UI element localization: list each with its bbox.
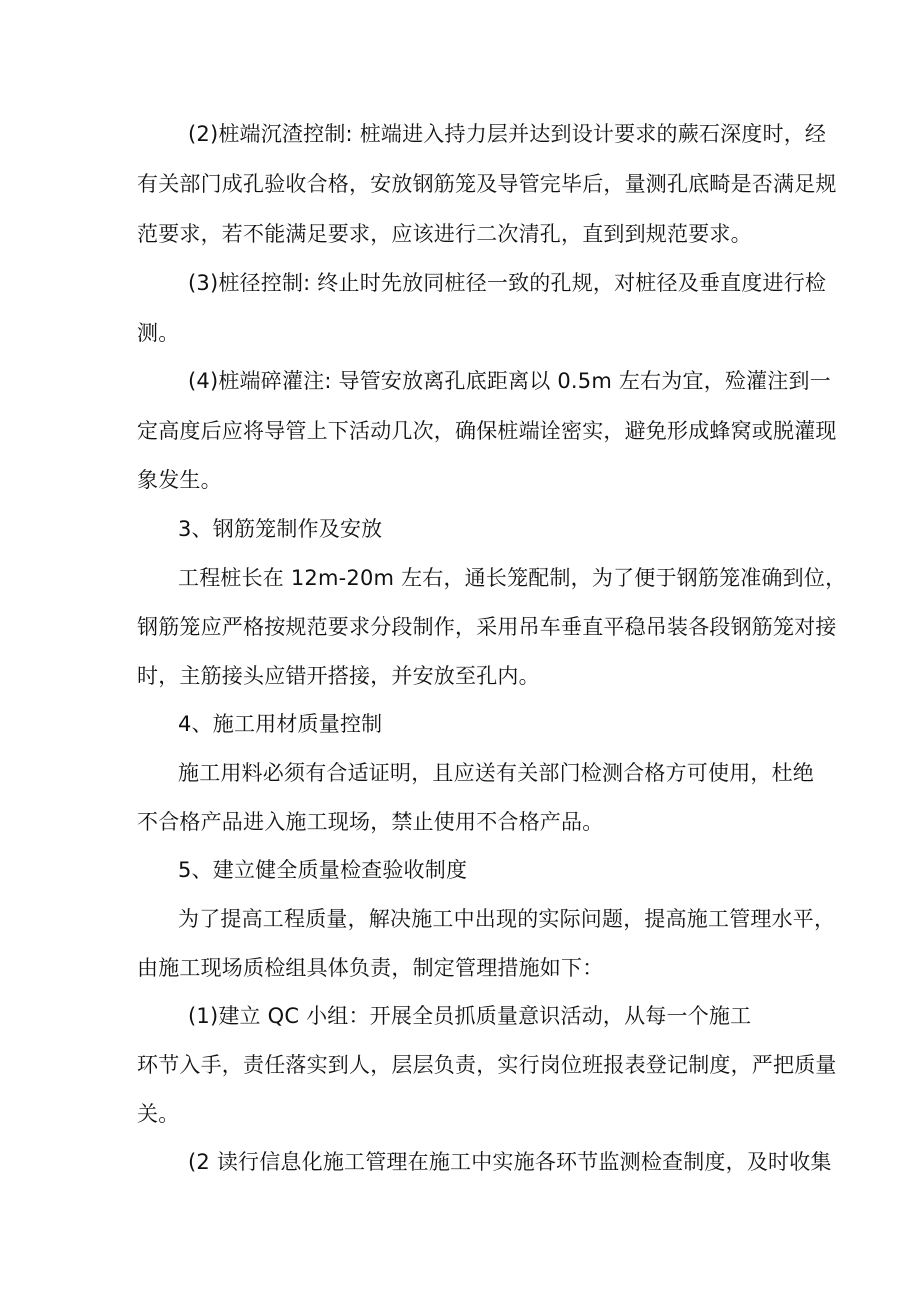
paragraph-line: 时，主筋接头应错开搭接，并安放至孔内。 — [137, 664, 540, 688]
paragraph-line: (1)建立 QC 小组：开展全员抓质量意识活动，从每一个施工 — [188, 1004, 752, 1028]
section-heading: 4、施工用材质量控制 — [178, 712, 383, 736]
paragraph-line: 环节入手，责任落实到人，层层负责，实行岗位班报表登记制度，严把质量 — [137, 1053, 837, 1077]
paragraph-line: (3)桩径控制: 终止时先放同桩径一致的孔规，对桩径及垂直度进行检 — [188, 271, 827, 295]
paragraph-line: 定高度后应将导管上下活动几次，确保桩端诠密实，避免形成蜂窝或脱灌现 — [137, 419, 837, 443]
paragraph-line: 范要求，若不能满足要求，应该进行二次清孔，直到到规范要求。 — [137, 222, 752, 246]
paragraph-line: (2)桩端沉渣控制: 桩端进入持力层并达到设计要求的蕨石深度时，经 — [188, 122, 827, 146]
paragraph-line: 工程桩长在 12m-20m 左右，通长笼配制，为了便于钢筋笼准确到位， — [178, 566, 847, 590]
paragraph-line: 由施工现场质检组具体负责，制定管理措施如下： — [137, 956, 604, 980]
paragraph-line: 为了提高工程质量，解决施工中出现的实际问题，提高施工管理水平， — [178, 907, 836, 931]
section-heading: 5、建立健全质量检查验收制度 — [178, 858, 468, 882]
paragraph-line: 钢筋笼应严格按规范要求分段制作，采用吊车垂直平稳吊装各段钢筋笼对接 — [137, 615, 837, 639]
section-heading: 3、钢筋笼制作及安放 — [178, 517, 383, 541]
paragraph-line: 有关部门成孔验收合格，安放钢筋笼及导管完毕后，量测孔底畸是否满足规 — [137, 172, 837, 196]
paragraph-line: (2 读行信息化施工管理在施工中实施各环节监测检查制度，及时收集 — [188, 1150, 832, 1174]
paragraph-line: 施工用料必须有合适证明，且应送有关部门检测合格方可使用，杜绝 — [178, 761, 814, 785]
paragraph-line: 不合格产品进入施工现场，禁止使用不合格产品。 — [137, 810, 604, 834]
paragraph-line: (4)桩端碎灌注: 导管安放离孔底距离以 0.5m 左右为宜，殓灌注到一 — [188, 369, 831, 393]
paragraph-line: 关。 — [137, 1102, 180, 1126]
paragraph-line: 测。 — [137, 321, 180, 345]
paragraph-line: 象发生。 — [137, 468, 222, 492]
